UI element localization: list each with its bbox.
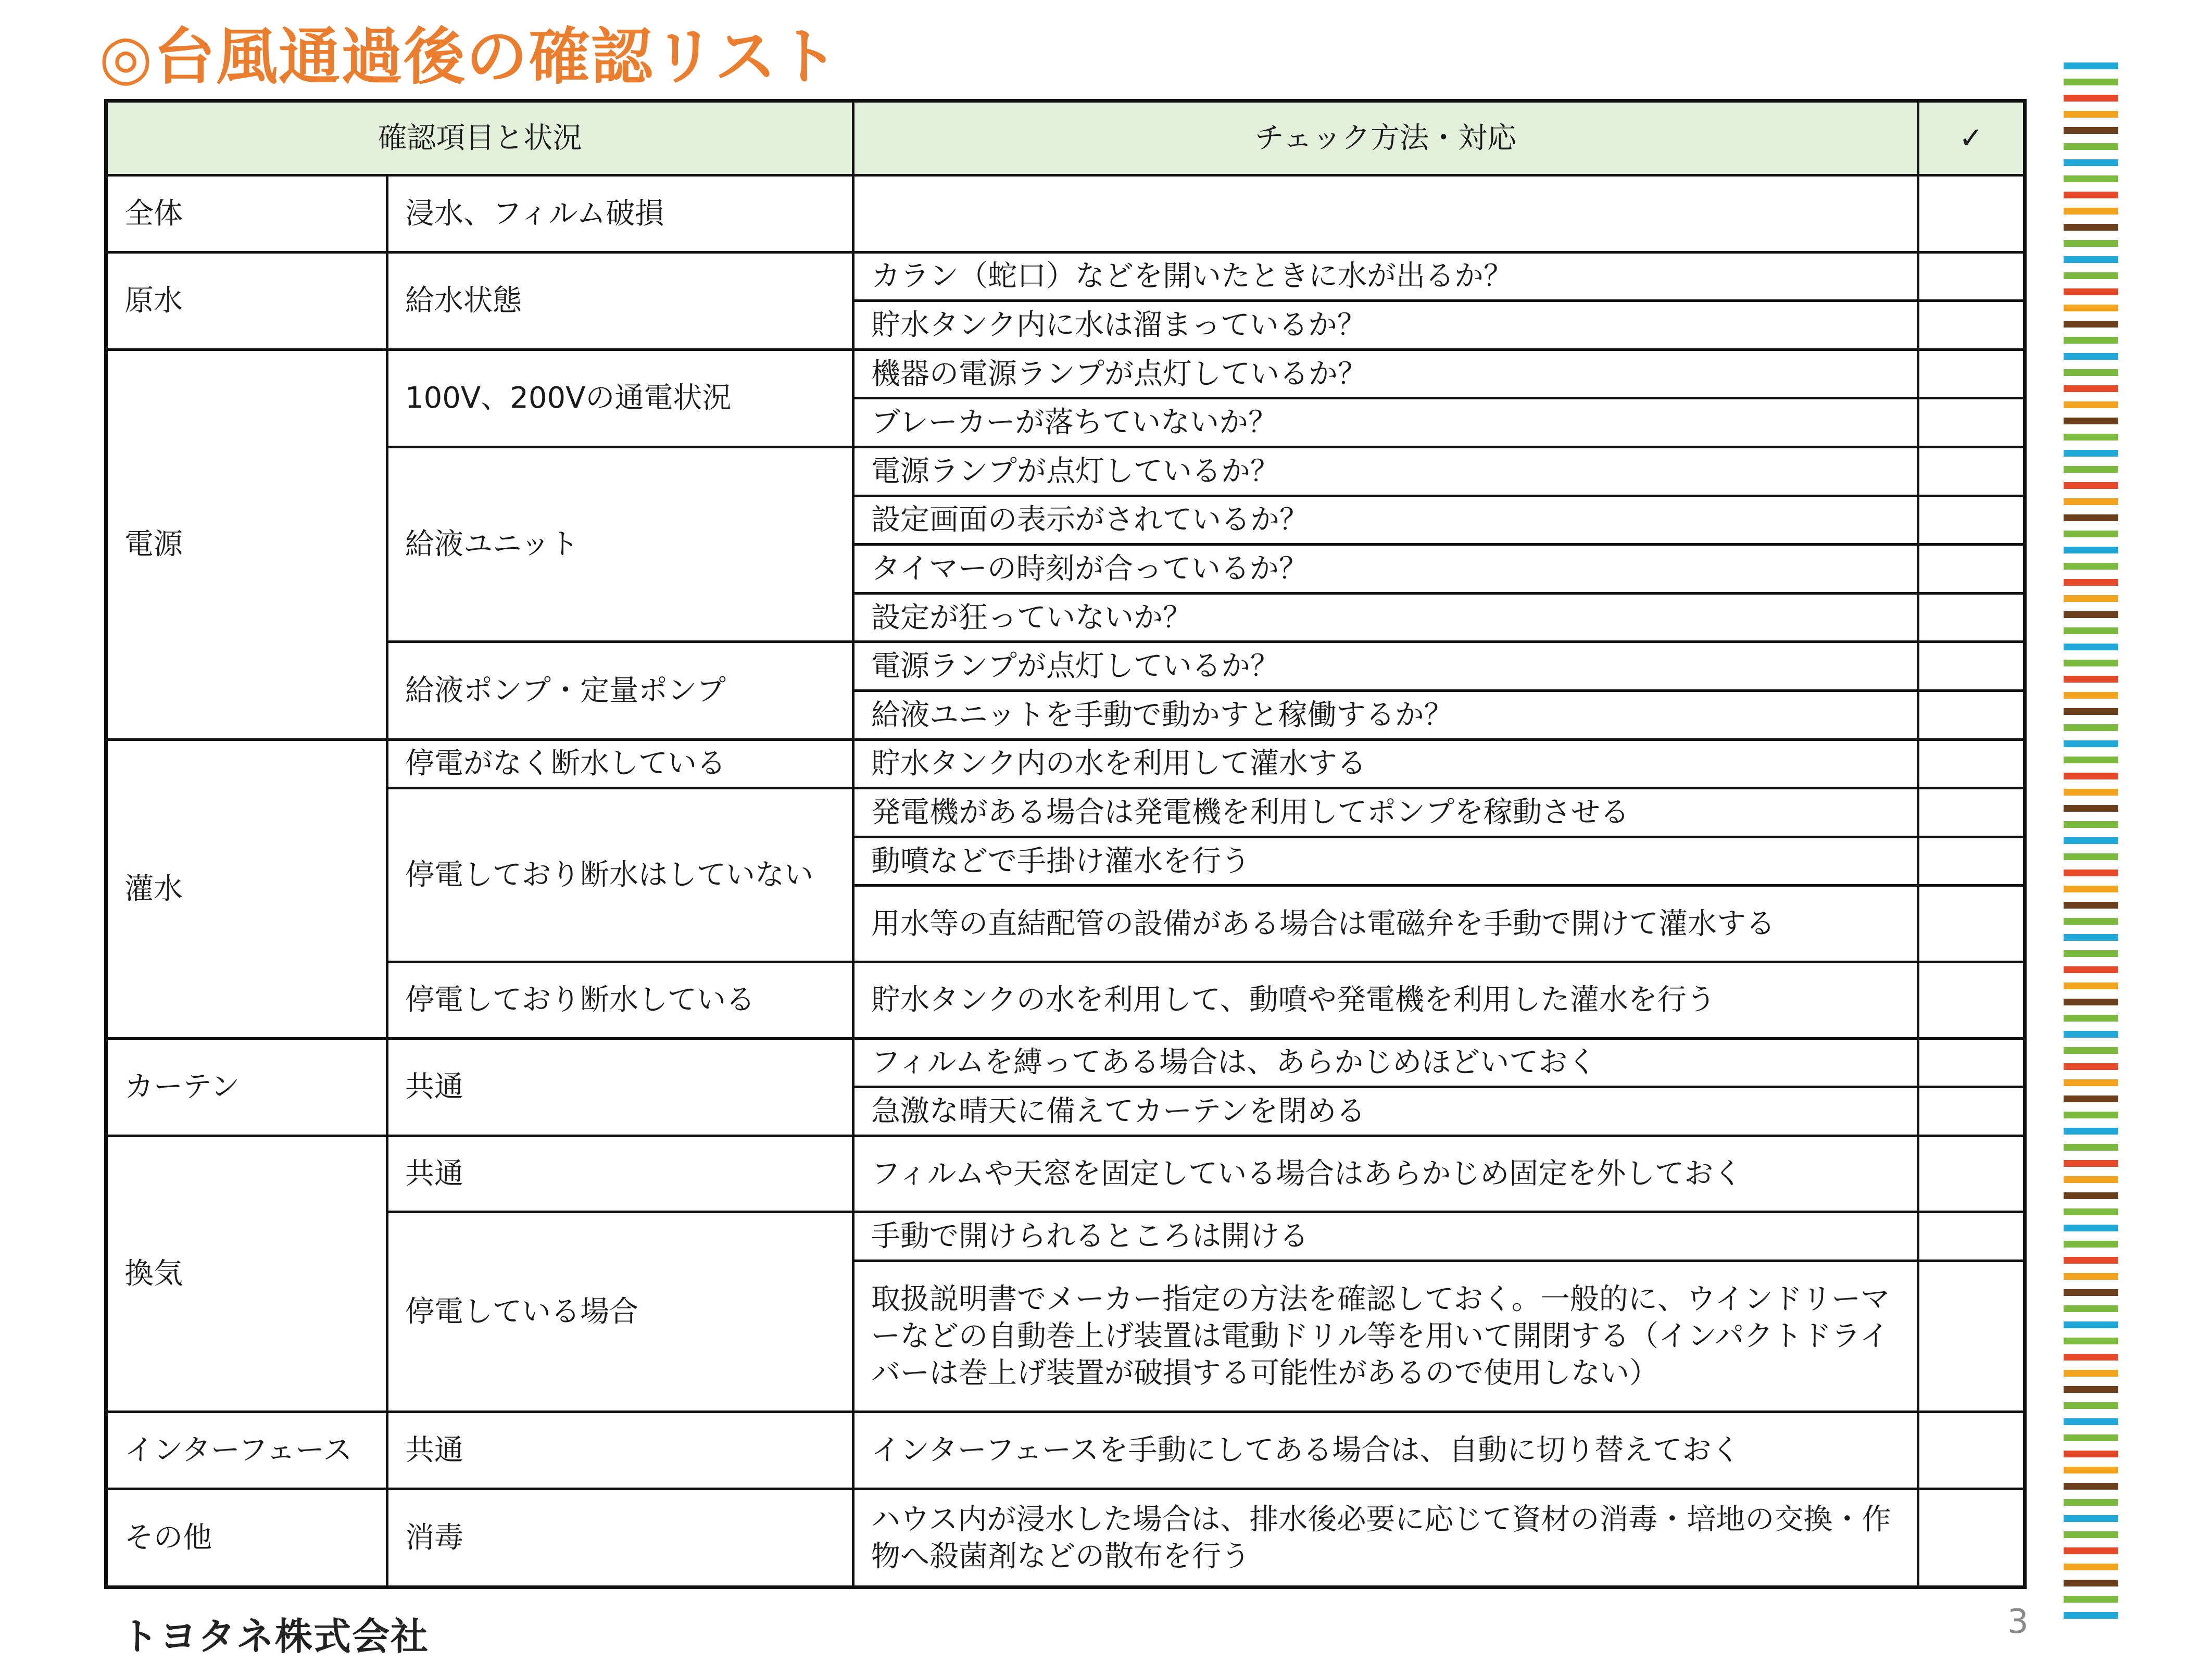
stripe [2064, 773, 2118, 779]
checkbox-cell[interactable] [1918, 398, 2025, 447]
stripe [2064, 1289, 2118, 1296]
stripe [2064, 1128, 2118, 1135]
stripe [2064, 1047, 2118, 1054]
stripe [2064, 1354, 2118, 1361]
category-cell: インターフェース [106, 1412, 387, 1489]
stripe [2064, 789, 2118, 796]
stripe [2064, 1467, 2118, 1474]
stripe [2064, 595, 2118, 602]
checkbox-cell[interactable] [1918, 252, 2025, 301]
table-row [106, 1412, 2025, 1489]
checkbox-cell[interactable] [1918, 691, 2025, 740]
stripe [2064, 757, 2118, 763]
checkbox-cell[interactable] [1918, 1489, 2025, 1588]
status-cell: 停電しており断水している [387, 962, 853, 1039]
method-cell: フィルムや天窓を固定している場合はあらかじめ固定を外しておく [853, 1136, 1918, 1212]
checkbox-cell[interactable] [1918, 301, 2025, 350]
method-cell: ブレーカーが落ちていないか？ [853, 398, 1918, 447]
stripe [2064, 369, 2118, 376]
table-header-row [106, 101, 2025, 175]
stripe [2064, 999, 2118, 1005]
stripe [2064, 853, 2118, 860]
decorative-stripes [2064, 62, 2118, 1637]
stripe [2064, 902, 2118, 909]
stripe [2064, 498, 2118, 505]
stripe [2064, 1612, 2118, 1619]
stripe [2064, 1144, 2118, 1151]
method-cell: 機器の電源ランプが点灯しているか？ [853, 349, 1918, 398]
checkbox-cell[interactable] [1918, 349, 2025, 398]
status-cell: 給液ポンプ・定量ポンプ [387, 642, 853, 739]
stripe [2064, 1031, 2118, 1038]
status-cell: 消毒 [387, 1489, 853, 1588]
stripe [2064, 127, 2118, 134]
stripe [2064, 337, 2118, 344]
category-cell: 換気 [106, 1136, 387, 1412]
table-row [106, 175, 2025, 253]
method-cell: 電源ランプが点灯しているか？ [853, 447, 1918, 496]
stripe [2064, 1338, 2118, 1344]
stripe [2064, 1499, 2118, 1506]
stripe [2064, 321, 2118, 328]
checkbox-cell[interactable] [1918, 886, 2025, 962]
category-cell: 灌水 [106, 739, 387, 1038]
stripe [2064, 950, 2118, 957]
stripe [2064, 62, 2118, 69]
stripe [2064, 1192, 2118, 1199]
stripe [2064, 482, 2118, 489]
method-cell: 発電機がある場合は発電機を利用してポンプを稼動させる [853, 788, 1918, 837]
checkbox-cell[interactable] [1918, 593, 2025, 642]
stripe [2064, 611, 2118, 618]
stripe [2064, 837, 2118, 844]
stripe [2064, 401, 2118, 408]
status-cell: 給液ユニット [387, 447, 853, 641]
stripe [2064, 821, 2118, 828]
checkbox-cell[interactable] [1918, 739, 2025, 788]
stripe [2064, 111, 2118, 118]
status-cell: 共通 [387, 1412, 853, 1489]
stripe [2064, 1434, 2118, 1441]
stripe [2064, 288, 2118, 295]
checkbox-cell[interactable] [1918, 1038, 2025, 1087]
stripe [2064, 1402, 2118, 1409]
stripe [2064, 983, 2118, 989]
stripe [2064, 1547, 2118, 1554]
stripe [2064, 870, 2118, 876]
stripe [2064, 563, 2118, 570]
stripe [2064, 966, 2118, 973]
table-row [106, 252, 2025, 301]
checkbox-cell[interactable] [1918, 962, 2025, 1039]
stripe [2064, 434, 2118, 440]
method-cell: 貯水タンクの水を利用して、動噴や発電機を利用した灌水を行う [853, 962, 1918, 1039]
checkbox-cell[interactable] [1918, 788, 2025, 837]
table-row [106, 1212, 2025, 1261]
method-cell: 取扱説明書でメーカー指定の方法を確認しておく。一般的に、ウインドリーマーなどの自動巻上げ装置は電動ドリル等を用いて開閉する（インパクトドライバーは巻上げ装置が破損する可能性があるので使用しない） [853, 1261, 1918, 1412]
stripe [2064, 724, 2118, 731]
method-cell: 設定画面の表示がされているか？ [853, 496, 1918, 545]
stripe [2064, 918, 2118, 925]
method-cell: 動噴などで手掛け灌水を行う [853, 837, 1918, 886]
header-method: チェック方法・対応 [853, 101, 1918, 175]
stripe [2064, 1176, 2118, 1183]
stripe [2064, 1273, 2118, 1280]
method-cell: ハウス内が浸水した場合は、排水後必要に応じて資材の消毒・培地の交換・作物へ殺菌剤などの散布を行う [853, 1489, 1918, 1588]
stripe [2064, 385, 2118, 392]
status-cell: 停電している場合 [387, 1212, 853, 1412]
stripe [2064, 1079, 2118, 1086]
checkbox-cell[interactable] [1918, 496, 2025, 545]
checkbox-cell[interactable] [1918, 1412, 2025, 1489]
stripe [2064, 175, 2118, 182]
status-cell: 浸水、フィルム破損 [387, 175, 853, 253]
stripe [2064, 627, 2118, 634]
checkbox-cell[interactable] [1918, 1212, 2025, 1261]
status-cell: 給水状態 [387, 252, 853, 349]
stripe [2064, 224, 2118, 231]
stripe [2064, 450, 2118, 457]
stripe [2064, 256, 2118, 263]
stripe [2064, 692, 2118, 699]
status-cell: 共通 [387, 1136, 853, 1212]
table-row [106, 1136, 2025, 1212]
stripe [2064, 1596, 2118, 1603]
method-cell: 急激な晴天に備えてカーテンを閉める [853, 1087, 1918, 1136]
status-cell: 停電しており断水はしていない [387, 788, 853, 962]
stripe [2064, 192, 2118, 198]
stripe [2064, 208, 2118, 215]
method-cell: フィルムを縛ってある場合は、あらかじめほどいておく [853, 1038, 1918, 1087]
stripe [2064, 272, 2118, 279]
stripe [2064, 1451, 2118, 1457]
method-cell: カラン（蛇口）などを開いたときに水が出るか？ [853, 252, 1918, 301]
checkbox-cell[interactable] [1918, 642, 2025, 691]
checkbox-cell[interactable] [1918, 1136, 2025, 1212]
stripe [2064, 159, 2118, 166]
stripe [2064, 143, 2118, 150]
stripe [2064, 579, 2118, 586]
category-cell: 全体 [106, 175, 387, 253]
stripe [2064, 514, 2118, 521]
category-cell: 原水 [106, 252, 387, 349]
method-cell: タイマーの時刻が合っているか？ [853, 545, 1918, 594]
header-check: ✓ [1918, 101, 2025, 175]
stripe [2064, 886, 2118, 892]
stripe [2064, 1257, 2118, 1264]
stripe [2064, 934, 2118, 941]
stripe [2064, 1483, 2118, 1490]
table-row [106, 962, 2025, 1039]
table-row [106, 349, 2025, 398]
stripe [2064, 353, 2118, 360]
checkbox-cell[interactable] [1918, 837, 2025, 886]
stripe [2064, 418, 2118, 424]
table-row [106, 739, 2025, 788]
stripe [2064, 644, 2118, 650]
checkbox-cell[interactable] [1918, 545, 2025, 594]
method-cell: インターフェースを手動にしてある場合は、自動に切り替えておく [853, 1412, 1918, 1489]
stripe [2064, 1370, 2118, 1377]
stripe [2064, 79, 2118, 85]
method-cell: 貯水タンク内の水を利用して灌水する [853, 739, 1918, 788]
stripe [2064, 660, 2118, 666]
stripe [2064, 708, 2118, 715]
stripe [2064, 547, 2118, 553]
stripe [2064, 1015, 2118, 1022]
stripe [2064, 1564, 2118, 1570]
table-row [106, 1038, 2025, 1087]
stripe [2064, 1321, 2118, 1328]
stripe [2064, 740, 2118, 747]
stripe [2064, 1112, 2118, 1118]
stripe [2064, 305, 2118, 311]
table-row [106, 447, 2025, 496]
stripe [2064, 1063, 2118, 1070]
method-cell: 設定が狂っていないか？ [853, 593, 1918, 642]
header-item-status: 確認項目と状況 [106, 101, 853, 175]
stripe [2064, 1418, 2118, 1425]
stripe [2064, 1305, 2118, 1312]
checkbox-cell[interactable] [1918, 447, 2025, 496]
stripe [2064, 1241, 2118, 1248]
status-cell: 共通 [387, 1038, 853, 1136]
stripe [2064, 1386, 2118, 1393]
method-cell: 手動で開けられるところは開ける [853, 1212, 1918, 1261]
checkbox-cell[interactable] [1918, 1087, 2025, 1136]
checklist-table [104, 99, 2027, 1589]
stripe [2064, 805, 2118, 812]
status-cell: 停電がなく断水している [387, 739, 853, 788]
stripe [2064, 1160, 2118, 1167]
stripe [2064, 1225, 2118, 1231]
checkbox-cell[interactable] [1918, 175, 2025, 253]
method-cell: 用水等の直結配管の設備がある場合は電磁弁を手動で開けて灌水する [853, 886, 1918, 962]
page-number: 3 [2007, 1603, 2029, 1641]
table-row [106, 1489, 2025, 1588]
category-cell: 電源 [106, 349, 387, 739]
stripe [2064, 1095, 2118, 1102]
company-logo: トヨタネ株式会社 [121, 1615, 430, 1658]
stripe [2064, 1580, 2118, 1586]
category-cell: その他 [106, 1489, 387, 1588]
checkbox-cell[interactable] [1918, 1261, 2025, 1412]
status-cell: 100V、200Vの通電状況 [387, 349, 853, 447]
table-row [106, 642, 2025, 691]
stripe [2064, 531, 2118, 537]
stripe [2064, 1515, 2118, 1522]
method-cell: 貯水タンク内に水は溜まっているか？ [853, 301, 1918, 350]
stripe [2064, 1208, 2118, 1215]
method-cell: 電源ランプが点灯しているか？ [853, 642, 1918, 691]
page-title: ◎台風通過後の確認リスト [99, 21, 840, 93]
method-cell [853, 175, 1918, 253]
stripe [2064, 240, 2118, 247]
category-cell: カーテン [106, 1038, 387, 1136]
table-row [106, 788, 2025, 837]
stripe [2064, 466, 2118, 473]
stripe [2064, 95, 2118, 102]
stripe [2064, 676, 2118, 683]
method-cell: 給液ユニットを手動で動かすと稼働するか？ [853, 691, 1918, 740]
stripe [2064, 1531, 2118, 1538]
